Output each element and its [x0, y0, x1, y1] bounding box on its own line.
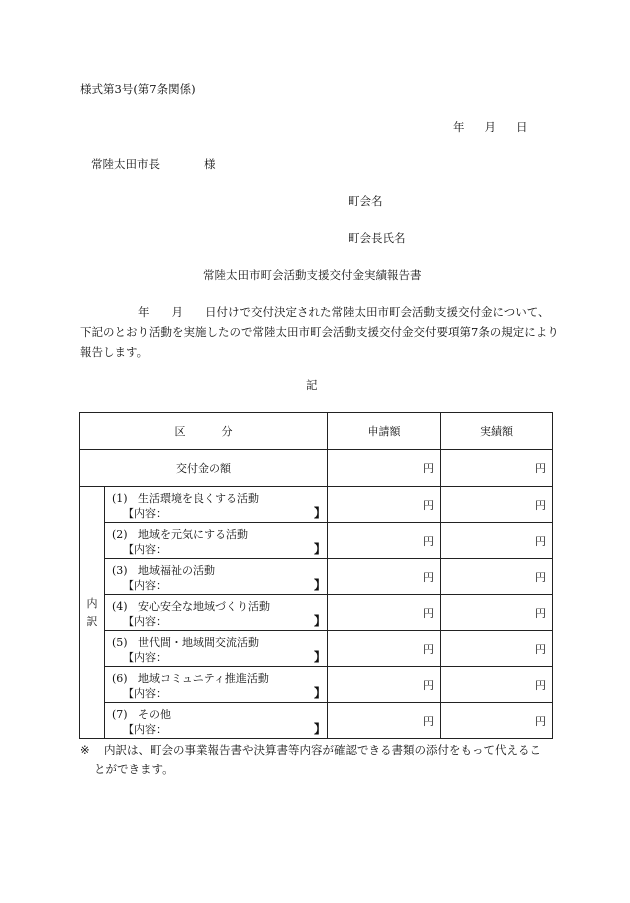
total-row [80, 450, 553, 487]
footnote-line-2: とができます。 [94, 762, 174, 776]
addressee-honorific: 様 [204, 157, 216, 171]
activity-number: (6) [112, 672, 128, 685]
activity-cell [105, 523, 328, 559]
activity-name: 生活環境を良くする活動 [138, 492, 259, 505]
activity-applied-yen: 円 [328, 559, 441, 595]
table-header-row [80, 413, 553, 450]
body-month-label: 月 [171, 305, 183, 319]
total-actual-yen: 円 [441, 450, 553, 487]
footnote-mark: ※ [80, 743, 90, 757]
activity-applied-yen: 円 [328, 631, 441, 667]
activity-label [112, 490, 259, 506]
activity-content-close: 】 [314, 722, 327, 736]
activity-content-label: 【内容： [123, 507, 167, 520]
uchiwake-2: 訳 [86, 614, 98, 628]
activity-label [112, 598, 270, 614]
table-row [80, 523, 553, 559]
activity-actual-yen: 円 [441, 523, 553, 559]
activity-label [112, 562, 215, 578]
activity-content-close: 】 [314, 650, 327, 664]
activity-content-label: 【内容： [123, 579, 167, 592]
activity-content-label: 【内容： [123, 543, 167, 556]
activity-name: 地域コミュニティ推進活動 [138, 672, 269, 685]
activity-number: (5) [112, 636, 128, 649]
uchiwake-label [80, 487, 105, 739]
activity-content-label: 【内容： [123, 723, 167, 736]
activity-content-close: 】 [314, 578, 327, 592]
chokai-name-label: 町会名 [348, 194, 383, 208]
activity-cell [105, 703, 328, 739]
date-line [453, 119, 528, 135]
activity-label [112, 526, 248, 542]
activity-actual-yen: 円 [441, 667, 553, 703]
activity-actual-yen: 円 [441, 595, 553, 631]
date-day-label: 日 [516, 120, 528, 134]
total-label: 交付金の額 [80, 450, 328, 487]
body-paragraph [80, 302, 560, 362]
activity-cell [105, 559, 328, 595]
activity-actual-yen: 円 [441, 559, 553, 595]
activity-content-label: 【内容： [123, 615, 167, 628]
footnote [80, 741, 560, 779]
activity-number: (2) [112, 528, 128, 541]
activity-applied-yen: 円 [328, 667, 441, 703]
table-row [80, 667, 553, 703]
activity-applied-yen: 円 [328, 487, 441, 523]
table-row [80, 595, 553, 631]
table-row [80, 559, 553, 595]
activity-cell [105, 631, 328, 667]
activity-content-label: 【内容： [123, 651, 167, 664]
table-row [80, 631, 553, 667]
addressee-name: 常陸太田市長 [91, 157, 160, 171]
body-year-label: 年 [138, 305, 150, 319]
activity-name: 安心安全な地域づくり活動 [138, 600, 270, 613]
activity-applied-yen: 円 [328, 523, 441, 559]
activity-content-close: 】 [314, 614, 327, 628]
activity-cell [105, 595, 328, 631]
activity-number: (7) [112, 708, 128, 721]
total-applied-yen: 円 [328, 450, 441, 487]
activity-name: その他 [138, 708, 171, 721]
activity-cell [105, 667, 328, 703]
activity-name: 地域福祉の活動 [138, 564, 215, 577]
activity-applied-yen: 円 [328, 595, 441, 631]
header-kubun-1: 区 [174, 425, 186, 438]
summary-table [79, 412, 553, 739]
activity-label [112, 634, 259, 650]
uchiwake-1: 内 [86, 596, 98, 610]
footnote-line-1: 内訳は、町会の事業報告書や決算書等内容が確認できる書類の添付をもって代えるこ [104, 743, 541, 757]
chokai-head-label: 町会長氏名 [348, 231, 406, 245]
activity-applied-yen: 円 [328, 703, 441, 739]
activity-name: 世代間・地域間交流活動 [138, 636, 259, 649]
activity-content-label: 【内容： [123, 687, 167, 700]
activity-actual-yen: 円 [441, 487, 553, 523]
table-row [80, 487, 553, 523]
document-title: 常陸太田市町会活動支援交付金実績報告書 [203, 268, 422, 282]
form-number: 様式第3号(第7条関係) [80, 82, 196, 96]
header-kubun [80, 413, 328, 450]
activity-number: (4) [112, 600, 128, 613]
activity-actual-yen: 円 [441, 631, 553, 667]
activity-label [112, 670, 269, 686]
table-row [80, 703, 553, 739]
date-year-label: 年 [453, 120, 465, 134]
activity-name: 地域を元気にする活動 [138, 528, 248, 541]
addressee [91, 156, 216, 172]
date-month-label: 月 [484, 120, 496, 134]
body-text: 日付けで交付決定された常陸太田市町会活動支援交付金について、下記のとおり活動を実施したので常陸太田市町会活動支援交付金交付要項第7条の規定により報告します。 [80, 305, 559, 359]
activity-content-close: 】 [314, 542, 327, 556]
activity-content-close: 】 [314, 686, 327, 700]
activity-label [112, 706, 171, 722]
activity-actual-yen: 円 [441, 703, 553, 739]
header-applied: 申請額 [328, 413, 441, 450]
activity-number: (1) [112, 492, 128, 505]
ki-heading: 記 [306, 378, 318, 392]
header-actual: 実績額 [441, 413, 553, 450]
activity-number: (3) [112, 564, 128, 577]
activity-content-close: 】 [314, 506, 327, 520]
activity-cell [105, 487, 328, 523]
header-kubun-2: 分 [221, 425, 233, 438]
